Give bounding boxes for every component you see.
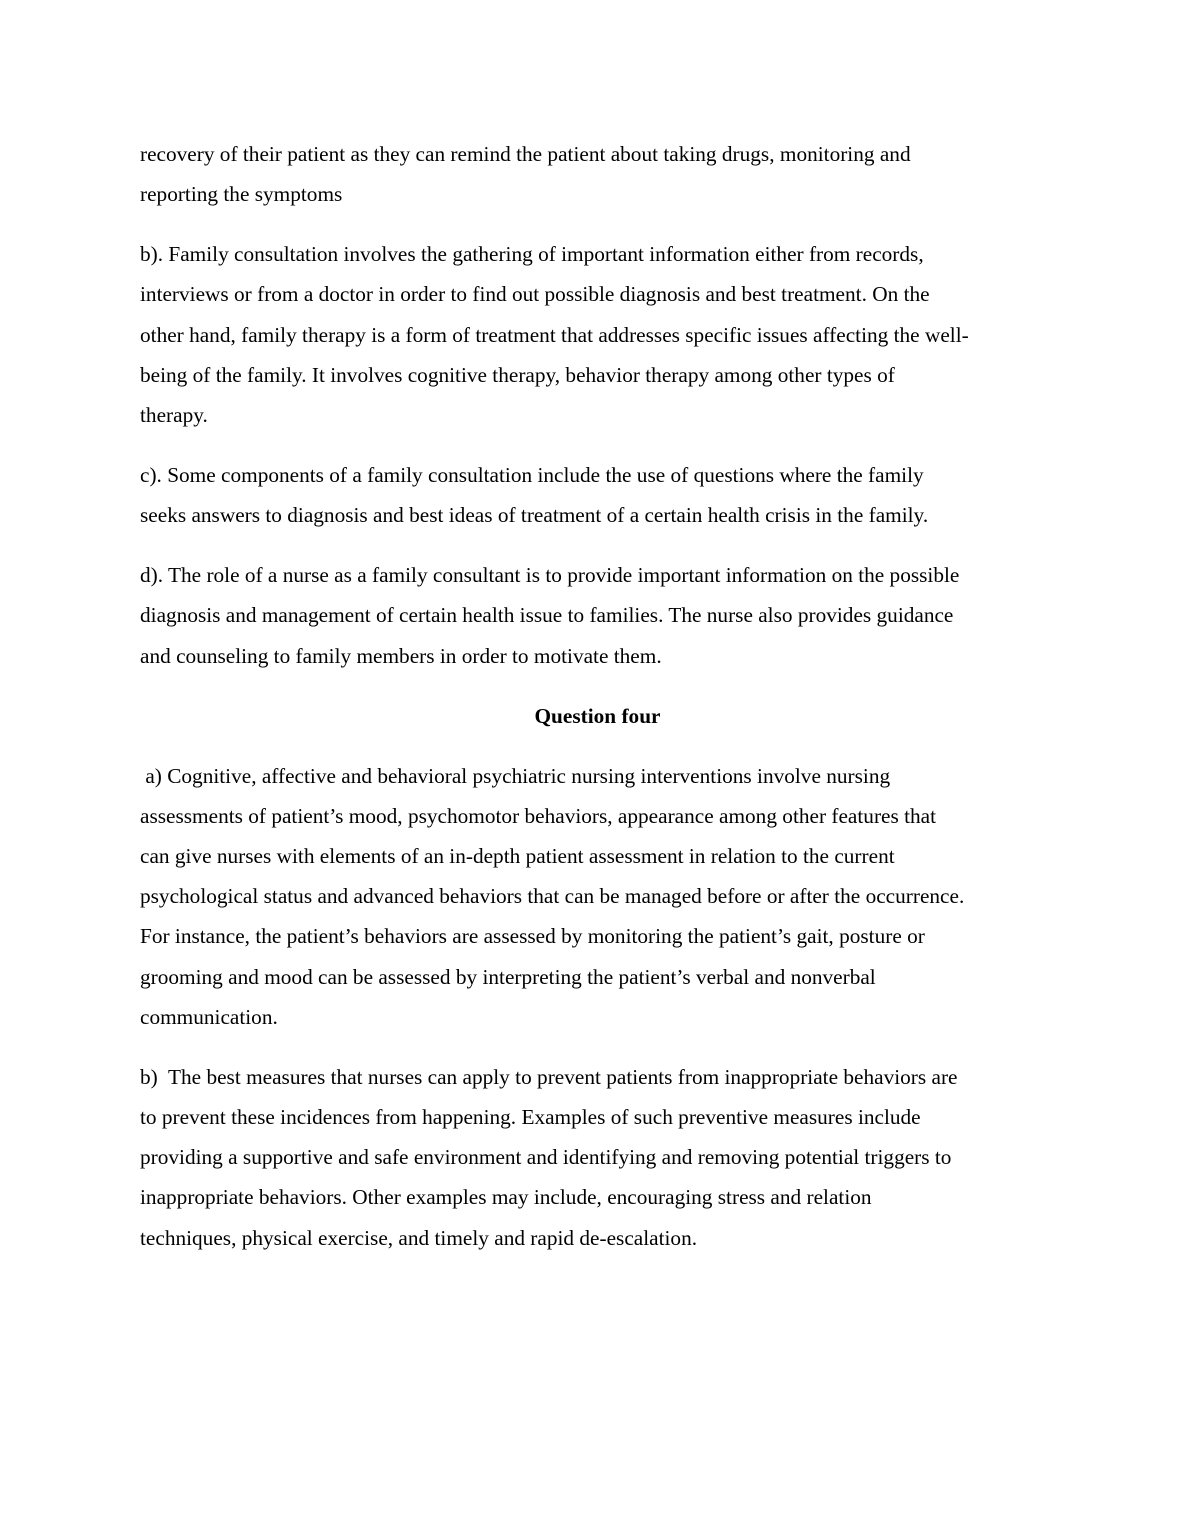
text-line: providing a supportive and safe environment and identifying and removing potential triggers to [140, 1145, 952, 1170]
section-heading: Question four [534, 703, 661, 728]
text-line: inappropriate behaviors. Other examples may include, encouraging stress and relation [140, 1185, 872, 1210]
text-line: b). Family consultation involves the gathering of important information either from records, [140, 242, 924, 267]
text-line: therapy. [140, 403, 208, 428]
text-line: and counseling to family members in order to motivate them. [140, 643, 662, 668]
text-line: diagnosis and management of certain health issue to families. The nurse also provides guidance [140, 603, 954, 628]
text-line: being of the family. It involves cognitive therapy, behavior therapy among other types of [140, 362, 895, 387]
text-line: c). Some components of a family consultation include the use of questions where the family [140, 463, 924, 488]
text-line: For instance, the patient’s behaviors are assessed by monitoring the patient’s gait, posture or [140, 924, 925, 949]
paragraph-c [140, 455, 1055, 535]
text-line: other hand, family therapy is a form of treatment that addresses specific issues affecting the well- [140, 322, 969, 347]
text-line: recovery of their patient as they can remind the patient about taking drugs, monitoring and [140, 142, 911, 166]
text-line: techniques, physical exercise, and timely and rapid de-escalation. [140, 1225, 698, 1250]
paragraph-4b [140, 1057, 1055, 1258]
text-line: grooming and mood can be assessed by interpreting the patient’s verbal and nonverbal [140, 964, 876, 989]
paragraph-d [140, 555, 1055, 676]
text-line: a) Cognitive, affective and behavioral psychiatric nursing interventions involve nursing [140, 763, 891, 788]
text-line: assessments of patient’s mood, psychomotor behaviors, appearance among other features that [140, 803, 937, 828]
text-line: interviews or from a doctor in order to find out possible diagnosis and best treatment. On the [140, 282, 930, 307]
text-line: to prevent these incidences from happening. Examples of such preventive measures include [140, 1105, 921, 1130]
paragraph-b [140, 234, 1055, 435]
text-line: b) The best measures that nurses can apply to prevent patients from inappropriate behaviors are [140, 1064, 958, 1089]
text-line: communication. [140, 1004, 278, 1029]
text-line: seeks answers to diagnosis and best ideas of treatment of a certain health crisis in the family. [140, 503, 929, 528]
text-line: psychological status and advanced behaviors that can be managed before or after the occurrence. [140, 884, 965, 909]
paragraph-4a [140, 756, 1055, 1037]
text-line: reporting the symptoms [140, 182, 343, 207]
text-line: d). The role of a nurse as a family consultant is to provide important information on the possible [140, 563, 960, 588]
document-body [140, 134, 1055, 1278]
text-line: can give nurses with elements of an in-depth patient assessment in relation to the current [140, 844, 895, 869]
paragraph-continuation [140, 134, 1055, 214]
